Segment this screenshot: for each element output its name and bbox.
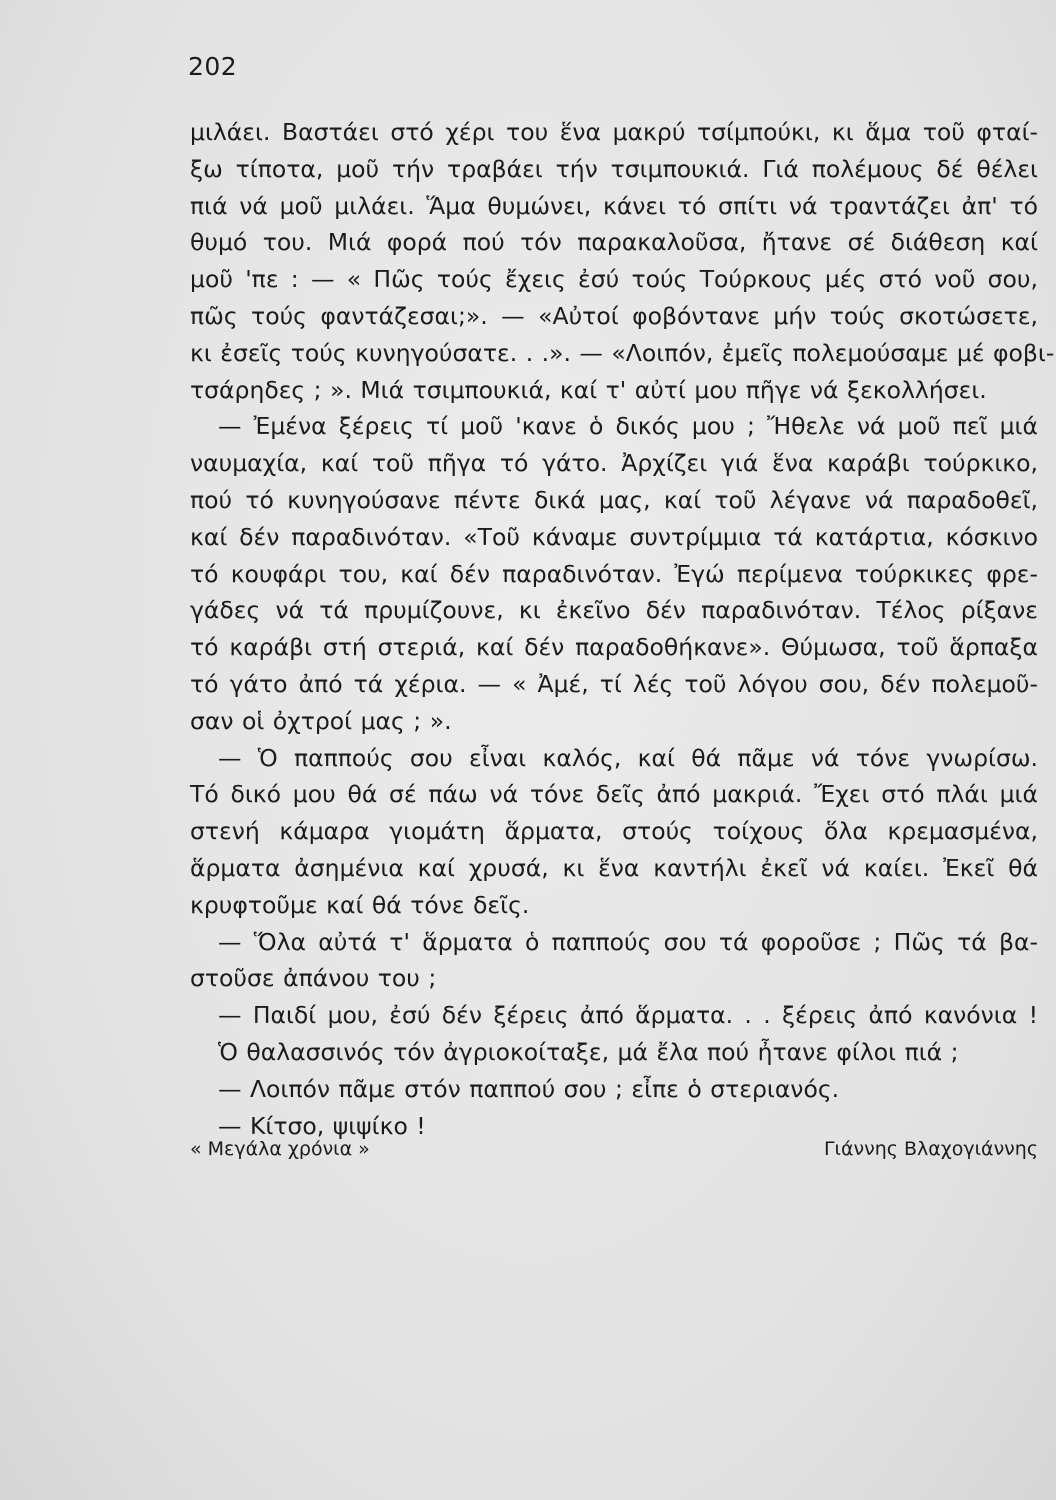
source-title: « Μεγάλα χρόνια »	[190, 1138, 370, 1160]
text-line: Τό δικό μου θά σέ πάω νά τόνε δεῖς ἀπό μακριά. Ἔχει στό πλάι μιά	[190, 780, 1038, 809]
text-line: — Κίτσο, ψιψίκο !	[218, 1111, 426, 1140]
text-line: — Ὁ παππούς σου εἶναι καλός, καί θά πᾶμε νά τόνε γνωρίσω.	[218, 743, 1038, 772]
text-line: — Ὅλα αὐτά τ' ἅρματα ὁ παππούς σου τά φοροῦσε ; Πῶς τά βα-	[218, 927, 1038, 956]
text-line: καί δέν παραδινόταν. «Τοῦ κάναμε συντρίμμια τά κατάρτια, κόσκινο	[190, 522, 1038, 551]
text-line: ναυμαχία, καί τοῦ πῆγα τό γάτο. Ἀρχίζει γιά ἕνα καράβι τούρκικο,	[190, 449, 1038, 478]
text-line: θυμό του. Μιά φορά πού τόν παρακαλοῦσα, ἤτανε σέ διάθεση καί	[190, 228, 1038, 257]
text-line: κι ἐσεῖς τούς κυνηγούσατε. . .». — «Λοιπόν, ἐμεῖς πολεμούσαμε μέ φοβι-	[190, 338, 1055, 367]
text-line: πού τό κυνηγούσανε πέντε δικά μας, καί τοῦ λέγανε νά παραδοθεῖ,	[190, 485, 1038, 514]
text-line: πιά νά μοῦ μιλάει. Ἅμα θυμώνει, κάνει τό σπίτι νά τραντάζει ἀπ' τό	[190, 191, 1038, 220]
text-line: σαν οἱ ὀχτροί μας ; ».	[190, 706, 452, 735]
text-line: γάδες νά τά πρυμίζουνε, κι ἐκεῖνο δέν παραδινόταν. Τέλος ρίξανε	[190, 596, 1038, 625]
text-line: — Παιδί μου, ἐσύ δέν ξέρεις ἀπό ἅρματα. . . ξέρεις ἀπό κανόνια !	[218, 1001, 1038, 1030]
text-line: ξω τίποτα, μοῦ τήν τραβάει τήν τσιμπουκιά. Γιά πολέμους δέ θέλει	[190, 154, 1038, 183]
text-line: μιλάει. Βαστάει στό χέρι του ἕνα μακρύ τσίμπούκι, κι ἅμα τοῦ φταί-	[190, 118, 1038, 146]
text-line: Ὁ θαλασσινός τόν ἀγριοκοίταξε, μά ἔλα πού ἦτανε φίλοι πιά ;	[218, 1037, 959, 1066]
text-line: τό γάτο ἀπό τά χέρια. — « Ἀμέ, τί λές τοῦ λόγου σου, δέν πολεμοῦ-	[190, 669, 1038, 698]
body-text	[190, 114, 1055, 1144]
page-number: 202	[188, 52, 238, 81]
text-line: τσάρηδες ; ». Μιά τσιμπουκιά, καί τ' αὐτί μου πῆγε νά ξεκολλήσει.	[190, 375, 987, 404]
text-line: κρυφτοῦμε καί θά τόνε δεῖς.	[190, 890, 530, 919]
text-line: στενή κάμαρα γιομάτη ἅρματα, στούς τοίχους ὅλα κρεμασμένα,	[190, 817, 1038, 846]
text-line: τό καράβι στή στεριά, καί δέν παραδοθήκανε». Θύμωσα, τοῦ ἅρπαξα	[190, 633, 1038, 662]
author-name: Γιάννης Βλαχογιάννης	[823, 1138, 1038, 1160]
text-line: πῶς τούς φαντάζεσαι;». — «Αὐτοί φοβόντανε μήν τούς σκοτώσετε,	[190, 301, 1038, 330]
footer	[190, 1138, 1038, 1160]
text-line: τό κουφάρι του, καί δέν παραδινόταν. Ἐγώ περίμενα τούρκικες φρε-	[190, 559, 1038, 588]
text-line: — Λοιπόν πᾶμε στόν παππού σου ; εἶπε ὁ στεριανός.	[218, 1074, 840, 1103]
text-line: μοῦ 'πε : — « Πῶς τούς ἔχεις ἐσύ τούς Τούρκους μές στό νοῦ σου,	[190, 265, 1038, 294]
text-line: ἅρματα ἀσημένια καί χρυσά, κι ἕνα καντήλι ἐκεῖ νά καίει. Ἐκεῖ θά	[190, 853, 1038, 882]
text-line: — Ἐμένα ξέρεις τί μοῦ 'κανε ὁ δικός μου ; Ἤθελε νά μοῦ πεῖ μιά	[218, 412, 1038, 441]
text-line: στοῦσε ἀπάνου του ;	[190, 964, 437, 993]
